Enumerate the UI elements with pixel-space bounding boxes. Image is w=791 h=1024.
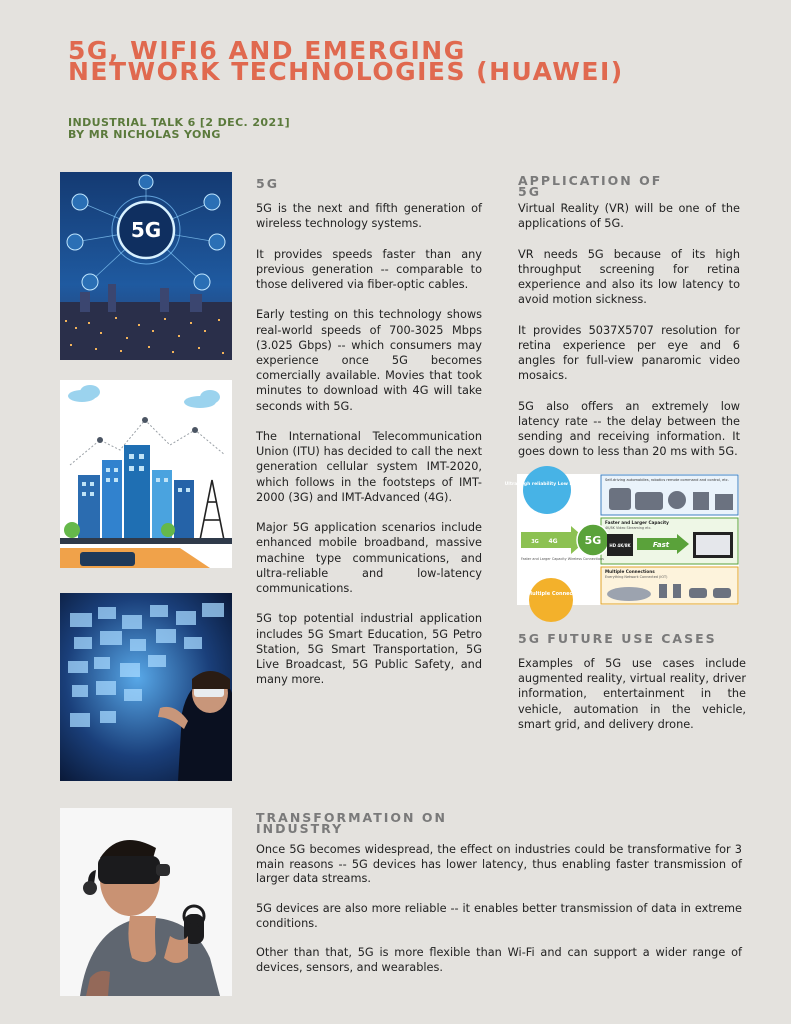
application-paragraph: It provides 5037X5707 resolution for retina experience per eye and 6 angles for full-view panaromic video mosaics. <box>518 323 740 383</box>
subtitle-speaker: BY MR NICHOLAS YONG <box>68 128 221 141</box>
image-man-vr-headset <box>60 808 232 996</box>
infographic-fast-label: Fast <box>652 541 670 549</box>
section-5g-paragraph: Early testing on this technology shows real-world speeds of 700-3025 Mbps (3.025 Gbps) -- which consumers may experience once 5G becomes comercially available. Movies that took minutes to download with 4G will take seconds with 5G. <box>256 308 482 413</box>
infographic-faster-sub-label: 4K/8K Video Streaming etc. <box>605 526 652 530</box>
transformation-paragraph: 5G devices are also more reliable -- it enables better transmission of data in extreme conditions. <box>256 901 742 930</box>
subtitle-event: INDUSTRIAL TALK 6 [2 DEC. 2021] <box>68 116 290 129</box>
image-smart-city-illustration <box>60 380 232 568</box>
transformation-paragraph: Other than that, 5G is more flexible than Wi-Fi and can support a wider range of devices, sensors, and wearables. <box>256 945 742 974</box>
section-body-application <box>518 201 740 475</box>
infographic-multiple-connect-label: Multiple Connect <box>527 591 575 597</box>
transformation-heading-line2: INDUSTRY <box>256 821 344 836</box>
application-heading-line1: APPLICATION OF <box>518 173 663 188</box>
infographic-multiple-sub-label: Everything Network Connected (IOT) <box>605 575 668 579</box>
infographic-5g-capabilities <box>504 474 739 605</box>
infographic-5g-label: 5G <box>584 534 602 547</box>
application-paragraph: 5G also offers an extremely low latency rate -- the delay between the sending and receiving information. It goes down to less than 20 ms with 5G. <box>518 399 740 459</box>
transformation-heading-line1: TRANSFORMATION ON <box>256 810 447 825</box>
section-heading-5g: 5G <box>256 176 279 191</box>
section-heading-transformation <box>256 812 447 834</box>
infographic-hd-label: HD 4K/8K <box>609 543 631 548</box>
section-body-5g <box>256 201 482 703</box>
infographic-4g-label: 4G <box>548 538 558 545</box>
application-heading-line2: 5G <box>518 184 541 199</box>
section-heading-future-use-cases: 5G FUTURE USE CASES <box>518 631 717 646</box>
image-vr-hologram <box>60 593 232 781</box>
section-5g-paragraph: The International Telecommunication Union (ITU) has decided to call the next generation cellular system IMT-2020, which follows in the footsteps of IMT-2000 (3G) and IMT-Advanced (4G). <box>256 430 482 504</box>
section-5g-paragraph: 5G is the next and fifth generation of wireless technology systems. <box>256 202 482 231</box>
section-body-transformation <box>256 843 742 990</box>
application-paragraph: Virtual Reality (VR) will be one of the applications of 5G. <box>518 202 740 231</box>
transformation-paragraph: Once 5G becomes widespread, the effect on industries could be transformative for 3 main reasons -- 5G devices has lower latency, thus enabling faster transmission of larger data streams. <box>256 843 742 886</box>
future-paragraph: Examples of 5G use cases include augmented reality, virtual reality, driver information, entertainment in the vehicle, automation in the vehicle, smart grid, and delivery drone. <box>518 657 746 731</box>
section-5g-paragraph: Major 5G application scenarios include enhanced mobile broadband, massive machine type communications, and ultra-reliable and low-latency communications. <box>256 521 482 596</box>
infographic-faster-label: Faster and Larger Capacity <box>605 520 669 525</box>
city-5g-badge-text: 5G <box>130 218 162 242</box>
infographic-multiple-label: Multiple Connections <box>605 569 655 574</box>
infographic-left-label: Faster and Larger Capacity Wireless Connections <box>521 557 604 561</box>
infographic-3g-label: 3G <box>531 539 539 545</box>
page-subtitle <box>68 117 290 141</box>
section-body-future-use-cases <box>518 656 746 747</box>
section-5g-paragraph: It provides speeds faster than any previous generation -- comparable to those delivered via fiber-optic cables. <box>256 247 482 291</box>
page-title: 5G, WIFI6 AND EMERGING NETWORK TECHNOLOGIES (HUAWEI) <box>68 36 624 86</box>
section-5g-paragraph: 5G top potential industrial application includes 5G Smart Education, 5G Petro Station, 5G Smart Transportation, 5G Live Broadcast, 5G Public Safety, and many more. <box>256 612 482 687</box>
infographic-top-label: Self-driving automobiles, robotics remote command and control, etc. <box>605 478 729 482</box>
infographic-ultra-label: Ultra-high reliability Low Latency <box>504 482 590 487</box>
section-heading-application <box>518 175 662 197</box>
application-paragraph: VR needs 5G because of its high throughput screening for retina experience and also its low latency to avoid motion sickness. <box>518 247 740 307</box>
image-5g-city <box>60 172 232 360</box>
